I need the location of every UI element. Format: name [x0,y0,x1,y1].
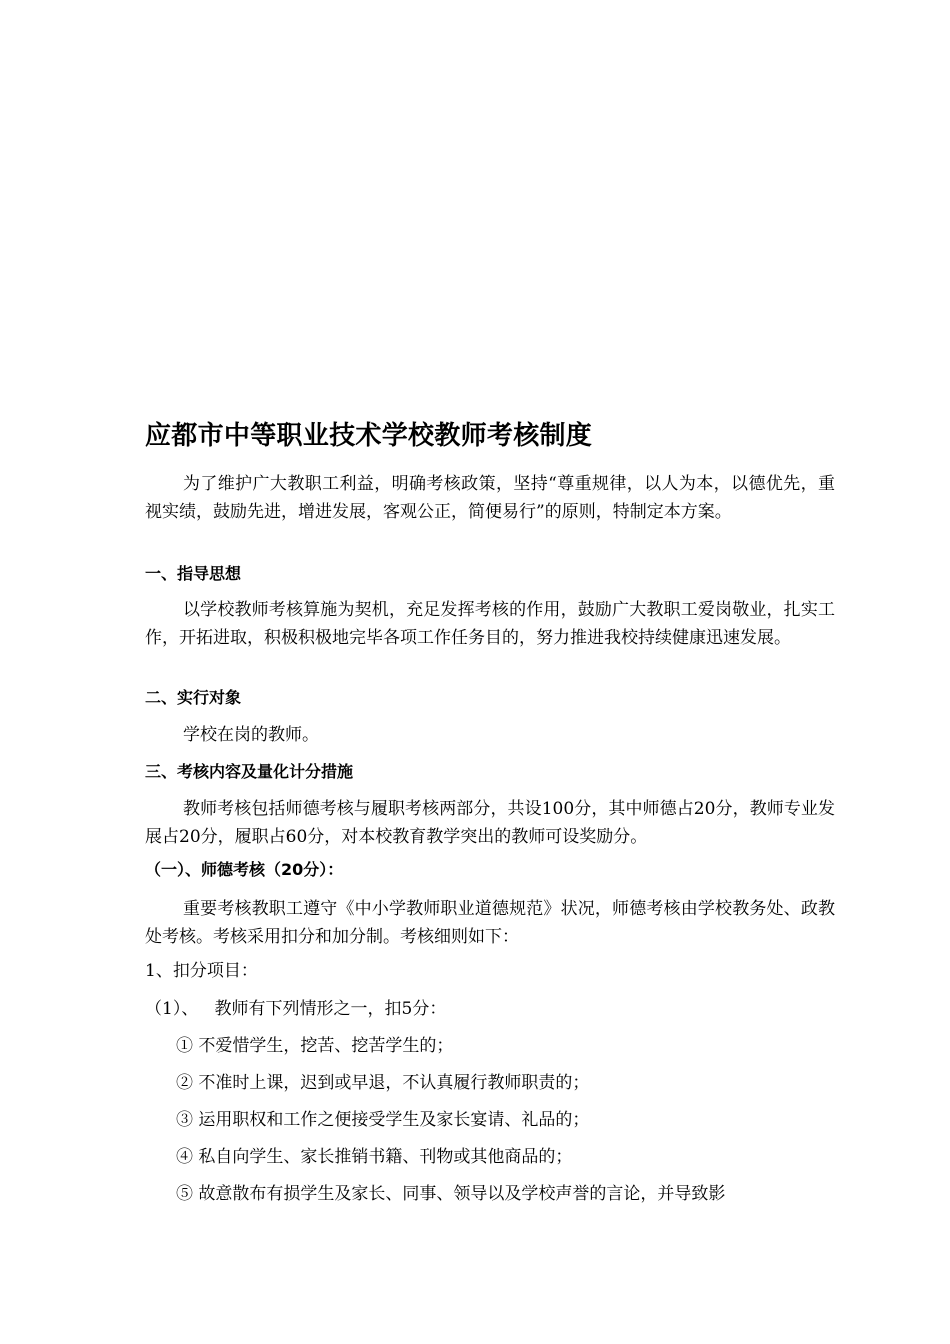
deduction-item-heading: （1）、 教师有下列情形之一，扣5分： [145,999,447,1019]
list-item: ③ 运用职权和工作之便接受学生及家长宴请、礼品的； [176,1110,590,1130]
list-item: ④ 私自向学生、家长推销书籍、刊物或其他商品的； [176,1147,573,1167]
document-title: 应都市中等职业技术学校教师考核制度 [145,421,593,451]
intro-paragraph: 为了维护广大教职工利益，明确考核政策，坚持“尊重规律，以人为本，以德优先，重视实绩，鼓励先进，增进发展，客观公正，简便易行”的原则，特制定本方案。 [145,474,835,522]
subsection-body-ethics: 重要考核教职工遵守《中小学教师职业道德规范》状况，师德考核由学校教务处、政教处考核。考核采用扣分和加分制。考核细则如下： [145,899,835,947]
section-body-target: 学校在岗的教师。 [183,725,319,745]
list-item: ⑤ 故意散布有损学生及家长、同事、领导以及学校声誉的言论，并导致影 [176,1184,726,1204]
section-body-guiding-ideology: 以学校教师考核算施为契机，充足发挥考核的作用，鼓励广大教职工爱岗敬业，扎实工作，开拓进取，积极积极地完毕各项工作任务目的，努力推进我校持续健康迅速发展。 [145,600,835,648]
deduction-label: 1、扣分项目： [145,961,258,981]
section-heading-guiding-ideology: 一、指导思想 [145,564,242,583]
section-body-assessment-content: 教师考核包括师德考核与履职考核两部分，共设100分，其中师德占20分，教师专业发展占20分，履职占60分，对本校教育教学突出的教师可设奖励分。 [145,799,835,847]
subsection-heading-ethics: （一）、师德考核（20分）： [145,860,344,879]
list-item: ① 不爱惜学生，挖苦、挖苦学生的； [176,1036,454,1056]
section-heading-target: 二、实行对象 [145,688,242,707]
list-item: ② 不准时上课，迟到或早退，不认真履行教师职责的； [176,1073,590,1093]
section-heading-assessment-content: 三、考核内容及量化计分措施 [145,762,354,781]
